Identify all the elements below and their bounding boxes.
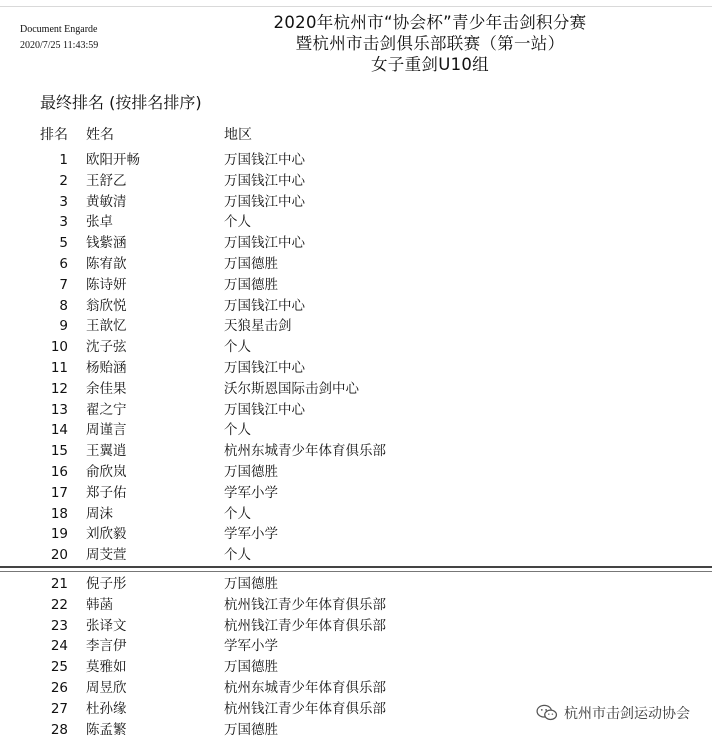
table-row <box>0 316 712 337</box>
rank-cell: 27 <box>50 700 68 717</box>
name-cell: 张卓 <box>86 214 113 231</box>
rank-cell: 20 <box>50 547 68 564</box>
region-cell: 杭州东城青少年体育俱乐部 <box>224 443 386 460</box>
table-row <box>0 483 712 504</box>
name-cell: 韩菡 <box>86 596 113 613</box>
title-line-2: 暨杭州市击剑俱乐部联赛（第一站） <box>295 34 565 53</box>
rank-cell: 25 <box>50 659 68 676</box>
region-cell: 万国德胜 <box>224 256 278 272</box>
table-row <box>0 574 712 595</box>
table-row <box>0 616 712 637</box>
name-cell: 张译文 <box>86 617 127 634</box>
table-row <box>0 657 712 678</box>
region-cell: 万国钱江中心 <box>224 235 305 252</box>
name-cell: 郑子佑 <box>86 484 127 501</box>
name-cell: 沈子弦 <box>86 339 127 356</box>
table-row <box>0 595 712 616</box>
name-cell: 周昱欣 <box>86 680 127 696</box>
page-break-divider <box>0 566 712 572</box>
name-cell: 王翼逍 <box>86 443 127 460</box>
table-row <box>0 400 712 421</box>
rank-cell: 19 <box>50 526 68 543</box>
name-cell: 周沫 <box>86 505 113 522</box>
name-cell: 莫雅如 <box>86 659 127 676</box>
top-toolbar-strip <box>0 0 712 7</box>
name-cell: 陈诗妍 <box>86 276 127 293</box>
rank-cell: 3 <box>59 193 68 210</box>
region-cell: 杭州东城青少年体育俱乐部 <box>224 680 386 696</box>
region-cell: 万国德胜 <box>224 721 278 738</box>
name-cell: 周芠萱 <box>86 547 127 564</box>
rank-cell: 15 <box>50 443 68 460</box>
region-cell: 杭州钱江青少年体育俱乐部 <box>224 596 386 613</box>
name-cell: 余佳果 <box>86 380 127 397</box>
table-row <box>0 296 712 317</box>
rank-cell: 23 <box>50 617 68 634</box>
document-title <box>200 12 660 75</box>
rank-cell: 13 <box>50 401 68 418</box>
rank-cell: 3 <box>59 214 68 231</box>
document-timestamp: 2020/7/25 11:43:59 <box>20 40 99 51</box>
region-cell: 沃尔斯恩国际击剑中心 <box>224 380 359 397</box>
region-cell: 学军小学 <box>224 484 278 501</box>
region-cell: 万国钱江中心 <box>224 360 305 376</box>
rank-cell: 14 <box>50 422 68 439</box>
name-cell: 黄敏清 <box>86 193 127 210</box>
rank-cell: 22 <box>50 596 68 613</box>
column-header-rank: 排名 <box>40 127 68 143</box>
table-row <box>0 524 712 545</box>
rank-cell: 11 <box>50 360 68 376</box>
title-line-3: 女子重剑U10组 <box>371 55 489 74</box>
rank-cell: 9 <box>59 318 68 335</box>
table-row <box>0 233 712 254</box>
table-row <box>0 379 712 400</box>
table-row <box>0 192 712 213</box>
column-header-region: 地区 <box>224 127 252 143</box>
region-cell: 个人 <box>224 339 251 356</box>
watermark <box>536 703 690 723</box>
watermark-text: 杭州市击剑运动协会 <box>564 706 690 722</box>
name-cell: 王歆忆 <box>86 318 127 335</box>
region-cell: 杭州钱江青少年体育俱乐部 <box>224 617 386 634</box>
rank-cell: 17 <box>50 484 68 501</box>
rank-cell: 28 <box>50 721 68 738</box>
section-heading: 最终排名 (按排名排序) <box>40 93 202 112</box>
rank-cell: 1 <box>59 152 68 168</box>
name-cell: 倪子彤 <box>86 576 127 592</box>
wechat-icon <box>536 704 558 722</box>
name-cell: 杨贻涵 <box>86 360 127 376</box>
table-row <box>0 275 712 296</box>
region-cell: 杭州钱江青少年体育俱乐部 <box>224 700 386 717</box>
table-row <box>0 150 712 171</box>
table-row <box>0 358 712 379</box>
region-cell: 万国德胜 <box>224 464 278 480</box>
region-cell: 万国钱江中心 <box>224 297 305 314</box>
region-cell: 学军小学 <box>224 638 278 655</box>
table-row <box>0 545 712 566</box>
rank-cell: 5 <box>59 235 68 252</box>
title-line-1: 2020年杭州市“协会杯”青少年击剑积分赛 <box>273 13 587 32</box>
name-cell: 欧阳开畅 <box>86 152 140 168</box>
name-cell: 李言伊 <box>86 638 127 655</box>
table-row <box>0 212 712 233</box>
rank-cell: 7 <box>59 276 68 293</box>
region-cell: 个人 <box>224 214 251 231</box>
region-cell: 万国德胜 <box>224 276 278 293</box>
table-row <box>0 636 712 657</box>
rank-cell: 18 <box>50 505 68 522</box>
region-cell: 个人 <box>224 505 251 522</box>
rank-cell: 21 <box>50 576 68 592</box>
table-row <box>0 678 712 699</box>
rank-cell: 26 <box>50 680 68 696</box>
region-cell: 万国钱江中心 <box>224 172 305 189</box>
name-cell: 翁欣悦 <box>86 297 127 314</box>
name-cell: 翟之宁 <box>86 401 127 418</box>
region-cell: 万国钱江中心 <box>224 193 305 210</box>
column-header-name: 姓名 <box>86 127 114 143</box>
document-source-label: Document Engarde <box>20 24 98 35</box>
region-cell: 万国钱江中心 <box>224 152 305 168</box>
region-cell: 万国钱江中心 <box>224 401 305 418</box>
name-cell: 刘欣毅 <box>86 526 127 543</box>
name-cell: 陈孟繁 <box>86 721 127 738</box>
table-row <box>0 462 712 483</box>
region-cell: 万国德胜 <box>224 576 278 592</box>
region-cell: 天狼星击剑 <box>224 318 292 335</box>
region-cell: 个人 <box>224 547 251 564</box>
rank-cell: 16 <box>50 464 68 480</box>
rank-cell: 6 <box>59 256 68 272</box>
table-row <box>0 504 712 525</box>
table-row <box>0 441 712 462</box>
name-cell: 王舒乙 <box>86 172 127 189</box>
rank-cell: 12 <box>50 380 68 397</box>
name-cell: 杜孙缘 <box>86 700 127 717</box>
rank-cell: 8 <box>59 297 68 314</box>
table-row <box>0 337 712 358</box>
name-cell: 陈宥歆 <box>86 256 127 272</box>
rank-cell: 2 <box>59 172 68 189</box>
region-cell: 个人 <box>224 422 251 439</box>
rank-cell: 24 <box>50 638 68 655</box>
rank-cell: 10 <box>50 339 68 356</box>
region-cell: 学军小学 <box>224 526 278 543</box>
name-cell: 俞欣岚 <box>86 464 127 480</box>
table-row <box>0 420 712 441</box>
table-row <box>0 254 712 275</box>
table-row <box>0 171 712 192</box>
region-cell: 万国德胜 <box>224 659 278 676</box>
name-cell: 周谨言 <box>86 422 127 439</box>
name-cell: 钱紫涵 <box>86 235 127 252</box>
document-meta <box>20 22 98 54</box>
